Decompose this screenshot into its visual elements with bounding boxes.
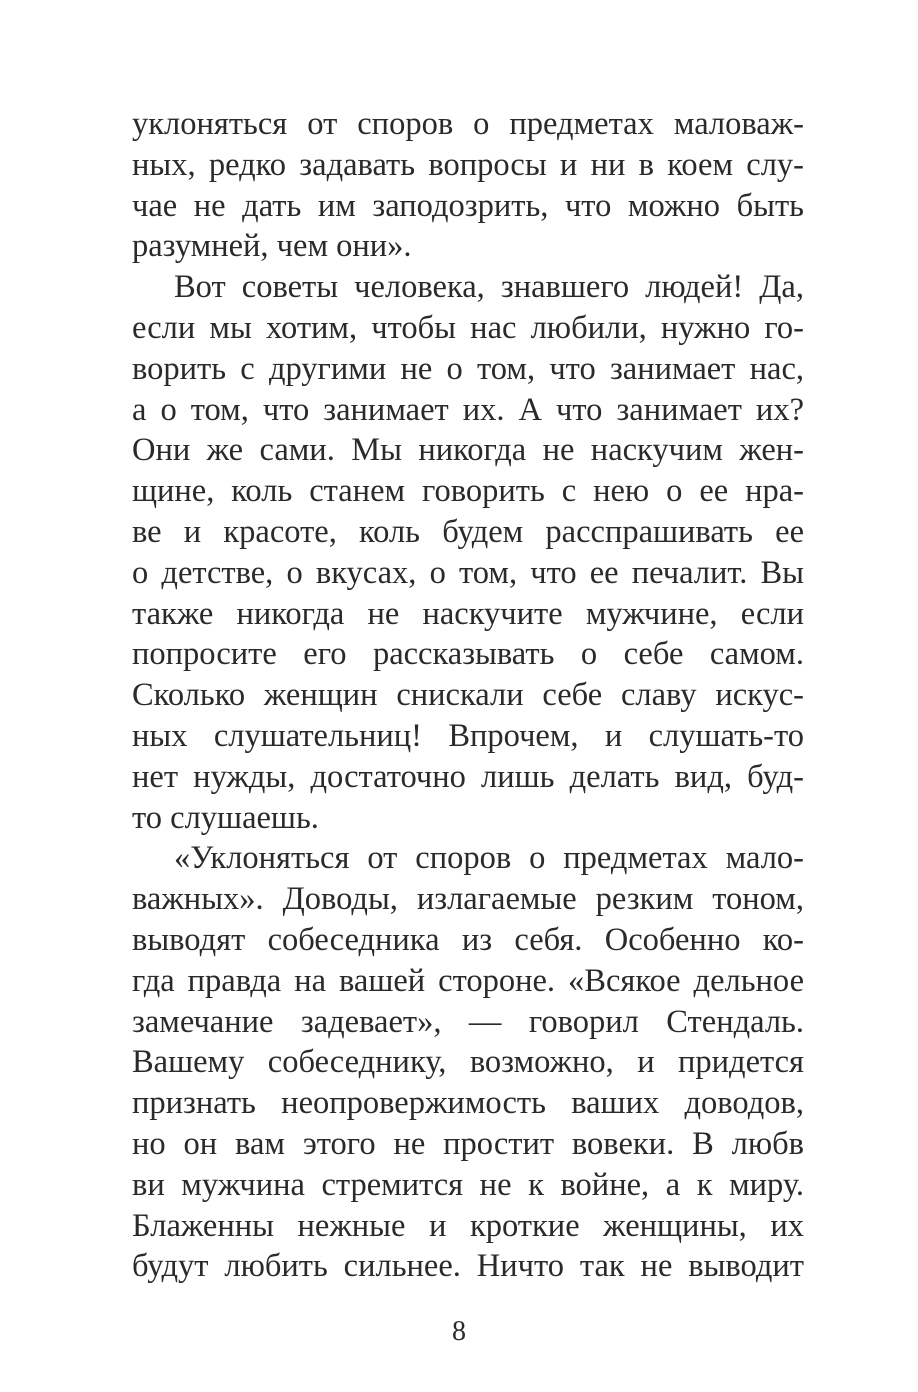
text-line: попросите его рассказывать о себе самом. [132, 636, 804, 673]
text-line: о детстве, о вкусах, о том, что ее печалит. Вы [132, 554, 804, 591]
page-number: 8 [452, 1316, 466, 1347]
text-line: ных, редко задавать вопросы и ни в коем слу- [132, 146, 804, 183]
text-line: если мы хотим, чтобы нас любили, нужно го- [132, 309, 804, 346]
text-line: также никогда не наскучите мужчине, если [132, 595, 804, 632]
text-line: Вот советы человека, знавшего людей! Да, [174, 269, 804, 306]
body-text [132, 104, 804, 1287]
text-line: ворить с другими не о том, что занимает нас, [132, 350, 804, 387]
text-line: ви мужчина стремится не к войне, а к миру. [132, 1166, 804, 1203]
text-line: чае не дать им заподозрить, что можно быть [132, 187, 804, 224]
text-line: замечание задевает», — говорил Стендаль. [132, 1003, 804, 1040]
text-line: разумней, чем они». [132, 228, 412, 265]
text-line: нет нужды, достаточно лишь делать вид, буд- [132, 758, 804, 795]
text-line: то слушаешь. [132, 799, 319, 836]
text-line: важных». Доводы, излагаемые резким тоном, [132, 881, 804, 918]
text-line: Они же сами. Мы никогда не наскучим жен- [132, 432, 804, 469]
text-line: а о том, что занимает их. А что занимает их? [132, 391, 804, 428]
text-line: щине, коль станем говорить с нею о ее нра- [132, 473, 804, 510]
text-line: ве и красоте, коль будем расспрашивать ее [132, 513, 804, 550]
text-line: будут любить сильнее. Ничто так не выводит [132, 1248, 804, 1285]
text-line: признать неопровержимость ваших доводов, [132, 1085, 804, 1122]
text-line: Вашему собеседнику, возможно, и придется [132, 1044, 804, 1081]
text-line: Сколько женщин снискали себе славу искус- [132, 677, 804, 714]
text-line: выводят собеседника из себя. Особенно ко- [132, 921, 804, 958]
text-line: Блаженны нежные и кроткие женщины, их [132, 1207, 804, 1244]
text-line: но он вам этого не простит вовеки. В любв [132, 1125, 804, 1162]
text-line: уклоняться от споров о предметах маловаж- [132, 106, 804, 142]
text-line: «Уклоняться от споров о предметах мало- [174, 840, 804, 877]
text-line: ных слушательниц! Впрочем, и слушать-то [132, 717, 804, 754]
text-line: гда правда на вашей стороне. «Всякое дельное [132, 962, 804, 999]
